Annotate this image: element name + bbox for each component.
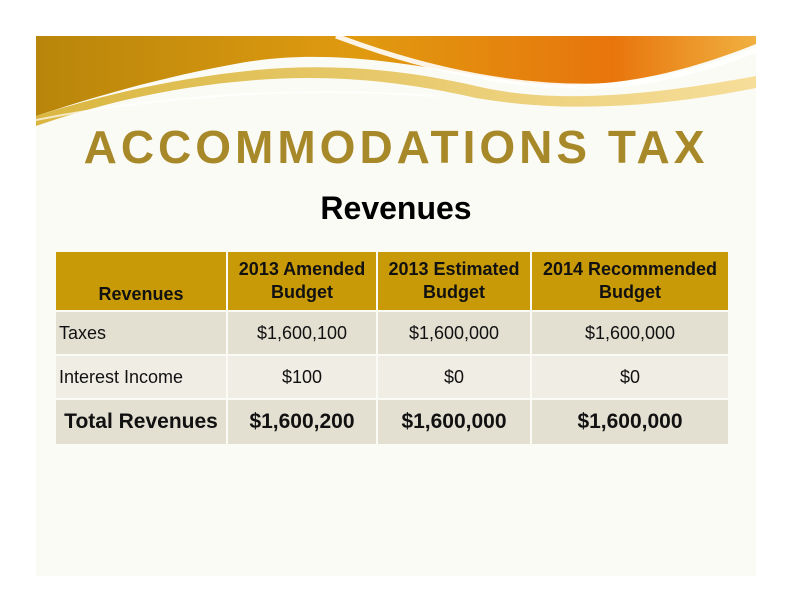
total-cell: $1,600,000 [532, 400, 728, 444]
row-label: Interest Income [56, 356, 226, 398]
table-cell: $1,600,100 [228, 312, 376, 354]
table-cell: $0 [378, 356, 530, 398]
total-cell: $1,600,000 [378, 400, 530, 444]
slide-title: ACCOMMODATIONS TAX [83, 121, 709, 173]
column-header: 2013 Estimated Budget [378, 252, 530, 310]
slide-subtitle: Revenues [320, 190, 472, 226]
table-cell: $0 [532, 356, 728, 398]
table-cell: $1,600,000 [532, 312, 728, 354]
decorative-swoosh-banner [36, 36, 756, 126]
column-header: 2014 Recommended Budget [532, 252, 728, 310]
column-header: 2013 Amended Budget [228, 252, 376, 310]
slide [36, 36, 756, 576]
table-row [56, 312, 728, 354]
total-row [56, 400, 728, 444]
table-cell: $1,600,000 [378, 312, 530, 354]
revenues-table [54, 250, 730, 446]
table-header-row [56, 252, 728, 310]
row-label: Taxes [56, 312, 226, 354]
table-cell: $100 [228, 356, 376, 398]
table-row [56, 356, 728, 398]
column-header: Revenues [56, 252, 226, 310]
total-cell: $1,600,200 [228, 400, 376, 444]
total-label: Total Revenues [56, 400, 226, 444]
